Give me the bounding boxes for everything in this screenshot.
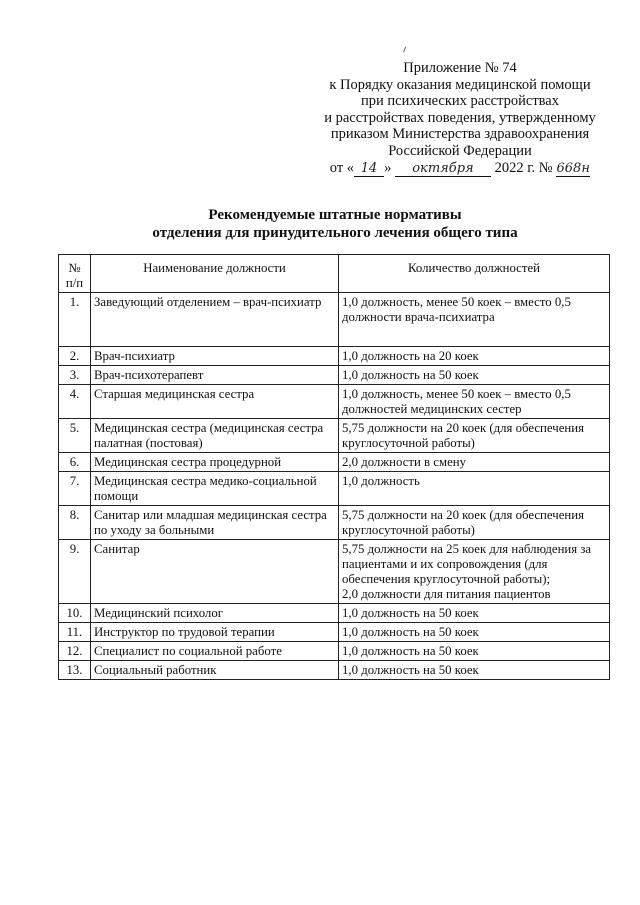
table-row: [59, 453, 610, 472]
document-title: [40, 206, 630, 242]
handwritten-order-number: 668н: [556, 160, 590, 176]
position-quantity: 1,0 должность на 50 коек: [339, 661, 610, 680]
position-name: Медицинская сестра медико-социальной помощи: [91, 472, 339, 506]
order-date-line: [300, 160, 620, 177]
table-row: [59, 366, 610, 385]
row-number: 5.: [59, 419, 91, 453]
row-number: 12.: [59, 642, 91, 661]
position-name: Медицинская сестра (медицинская сестра палатная (постовая): [91, 419, 339, 453]
annex-line: при психических расстройствах: [360, 93, 559, 110]
row-number: 11.: [59, 623, 91, 642]
table-row: [59, 293, 610, 347]
date-prefix: от «: [329, 159, 355, 176]
row-number: 9.: [59, 540, 91, 604]
annex-line: Приложение № 74: [403, 60, 517, 76]
table-header-row: [59, 255, 610, 293]
row-number: 1.: [59, 293, 91, 347]
title-line-1: Рекомендуемые штатные нормативы: [208, 207, 462, 223]
annex-line: Российской Федерации: [388, 142, 532, 159]
position-name: Врач-психотерапевт: [91, 366, 339, 385]
position-name: Заведующий отделением – врач-психиатр: [91, 293, 339, 347]
position-quantity: 1,0 должность на 20 коек: [339, 347, 610, 366]
position-name: Санитар или младшая медицинская сестра по уходу за больными: [91, 506, 339, 540]
position-name: Старшая медицинская сестра: [91, 385, 339, 419]
pen-mark: [403, 46, 409, 53]
table-row: [59, 540, 610, 604]
row-number: 10.: [59, 604, 91, 623]
position-quantity: 1,0 должность на 50 коек: [339, 642, 610, 661]
position-quantity: 2,0 должности в смену: [339, 453, 610, 472]
position-name: Врач-психиатр: [91, 347, 339, 366]
row-number: 6.: [59, 453, 91, 472]
handwritten-day: 14: [354, 162, 384, 177]
position-quantity: 1,0 должность на 50 коек: [339, 366, 610, 385]
row-number: 4.: [59, 385, 91, 419]
position-quantity: 5,75 должности на 25 коек для наблюдения за пациентами и их сопровождения (для обеспечения круглосуточной работы); 2,0 должности для питания пациентов: [339, 540, 610, 604]
header-position: Наименование должности: [91, 255, 339, 293]
table-row: [59, 506, 610, 540]
position-quantity: 1,0 должность, менее 50 коек – вместо 0,5 должности врача-психиатра: [339, 293, 610, 347]
date-year: 2022 г. №: [494, 159, 553, 176]
header-num: № п/п: [59, 255, 91, 293]
annex-line: к Порядку оказания медицинской помощи: [329, 76, 591, 93]
position-quantity: 1,0 должность: [339, 472, 610, 506]
table-row: [59, 472, 610, 506]
annex-header: [300, 60, 620, 177]
table-row: [59, 604, 610, 623]
position-quantity: 5,75 должности на 20 коек (для обеспечения круглосуточной работы): [339, 419, 610, 453]
position-name: Специалист по социальной работе: [91, 642, 339, 661]
table-row: [59, 385, 610, 419]
handwritten-month: октября: [395, 162, 491, 177]
position-name: Социальный работник: [91, 661, 339, 680]
position-quantity: 1,0 должность, менее 50 коек – вместо 0,5 должностей медицинских сестер: [339, 385, 610, 419]
row-number: 13.: [59, 661, 91, 680]
date-quote-close: »: [384, 159, 392, 176]
annex-line: и расстройствах поведения, утвержденному: [324, 109, 596, 126]
position-quantity: 1,0 должность на 50 коек: [339, 604, 610, 623]
position-quantity: 1,0 должность на 50 коек: [339, 623, 610, 642]
position-name: Инструктор по трудовой терапии: [91, 623, 339, 642]
position-name: Санитар: [91, 540, 339, 604]
row-number: 3.: [59, 366, 91, 385]
table-row: [59, 419, 610, 453]
table-body: [59, 293, 610, 680]
title-line-2: отделения для принудительного лечения общего типа: [152, 225, 518, 241]
row-number: 2.: [59, 347, 91, 366]
header-quantity: Количество должностей: [339, 255, 610, 293]
table-row: [59, 623, 610, 642]
table-row: [59, 642, 610, 661]
table-row: [59, 347, 610, 366]
staffing-table: [58, 254, 610, 680]
position-name: Медицинская сестра процедурной: [91, 453, 339, 472]
row-number: 8.: [59, 506, 91, 540]
position-quantity: 5,75 должности на 20 коек (для обеспечения круглосуточной работы): [339, 506, 610, 540]
table-row: [59, 661, 610, 680]
position-name: Медицинский психолог: [91, 604, 339, 623]
row-number: 7.: [59, 472, 91, 506]
annex-line: приказом Министерства здравоохранения: [330, 126, 590, 143]
